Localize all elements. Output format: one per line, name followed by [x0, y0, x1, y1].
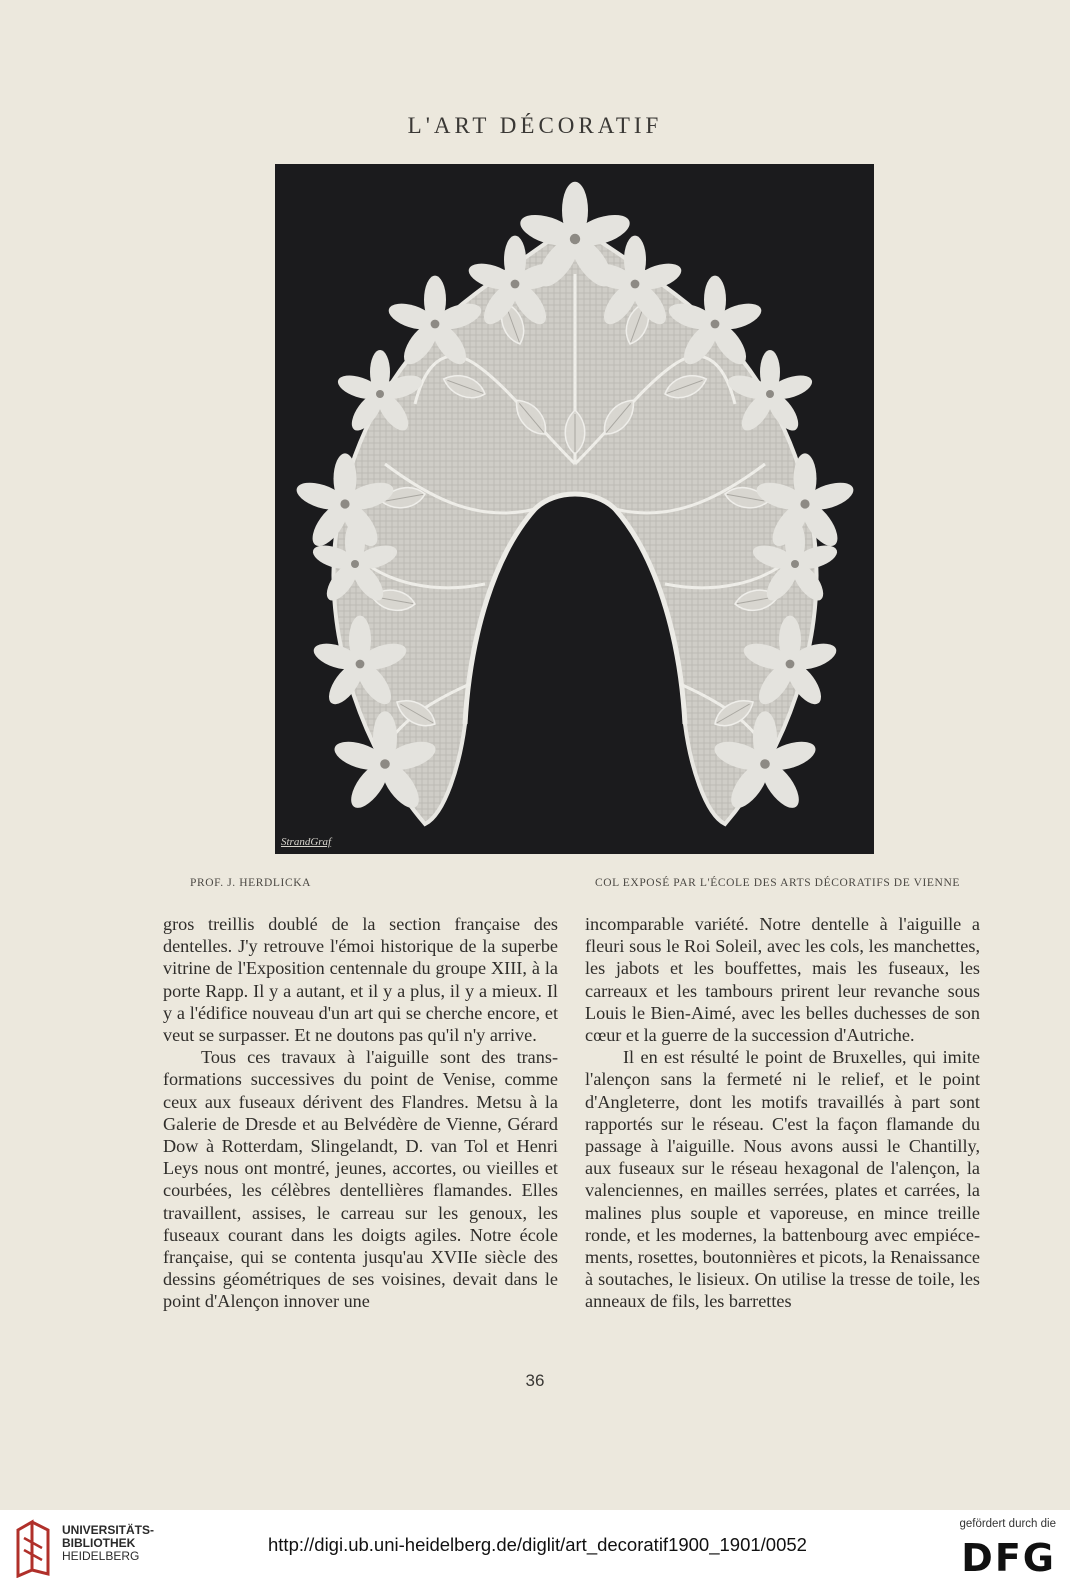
funding-note: gefördert durch die — [959, 1518, 1056, 1530]
digitization-footer — [0, 1510, 1070, 1587]
lace-collar-illustration — [275, 164, 874, 854]
running-head: L'ART DÉCORATIF — [407, 113, 663, 138]
paragraph: gros treillis doublé de la section française des dentelles. J'y retrouve l'émoi historique de la superbe vitrine de l'Exposition centennale du groupe XIII, à la porte Rapp. Il y a autant, et il y a plus, il y a mieux. Il y a l'édifice nouveau d'un art qui se cherche encore, et veut se surpasser. Et ne doutons pas qu'il n'y arrive. — [163, 914, 558, 1046]
caption-title: COL EXPOSÉ PAR L'ÉCOLE DES ARTS DÉCORATIFS DE VIENNE — [594, 877, 960, 889]
caption-artist: PROF. J. HERDLICKA — [190, 877, 312, 889]
paragraph: Il en est résulté le point de Bruxelles, qui imite l'alençon sans la fermeté ni le relief, et le point d'Angleterre, dont les motifs travaillés à part sont rapportés sur le réseau. C'est la façon flamande du passage à l'aiguille. Nous avons aussi le Chantilly, aux fuseaux sur le réseau hexagonal de l'alençon, la valenciennes, en mailles serrées, plates et carrées, la malines plus souple et vaporeuse, en mince treille ronde, et les modernes, la battenbourg avec empiécements, rosettes, boutonnières et picots, la Renaissance à soutaches, le lisieux. On utilise la tresse de toile, les anneaux de fils, les barrettes — [585, 1047, 980, 1312]
university-library-logo-icon — [14, 1518, 54, 1578]
lace-collar-plate — [275, 164, 874, 854]
paragraph: incomparable variété. Notre dentelle à l'aiguille a fleuri sous le Roi Soleil, avec les cols, les manchettes, les jabots et les bouffettes, mais les fuseaux, les carreaux et les tambours prirent leur revanche sous Louis le Bien-Aimé, avec les belles duchesses de son cœur et la guerre de la succession d'Autriche. — [585, 914, 980, 1046]
text-column-right — [585, 913, 980, 1313]
page-number: 36 — [525, 1371, 545, 1390]
permalink-url[interactable]: http://digi.ub.uni-heidelberg.de/diglit/art_decoratif1900_1901/0052 — [268, 1534, 807, 1555]
text-column-left — [163, 913, 558, 1313]
dfg-logo: DFG — [961, 1536, 1056, 1580]
paragraph: Tous ces travaux à l'aiguille sont des transformations successives du point de Venise, comme ceux aux fuseaux dérivent des Flandres. Metsu à la Galerie de Dresde et au Belvédère de Vienne, Gérard Dow à Rotterdam, Slingelandt, D. van Tol et Henri Leys nous ont montré, jeunes, accortes, ou vieilles et courbées, les célèbres dentellières flamandes. Elles travaillent, assises, le carreau sur les genoux, les fuseaux courant dans les doigts agiles. Notre école française, qui se contenta jusqu'au XVIIe siècle des dessins géométriques de ses voisines, devait dans le point d'Alençon innover une — [163, 1047, 558, 1312]
library-name: UNIVERSITÄTS- BIBLIOTHEK HEIDELBERG — [62, 1523, 155, 1563]
engraver-signature: StrandGraf — [281, 836, 332, 848]
